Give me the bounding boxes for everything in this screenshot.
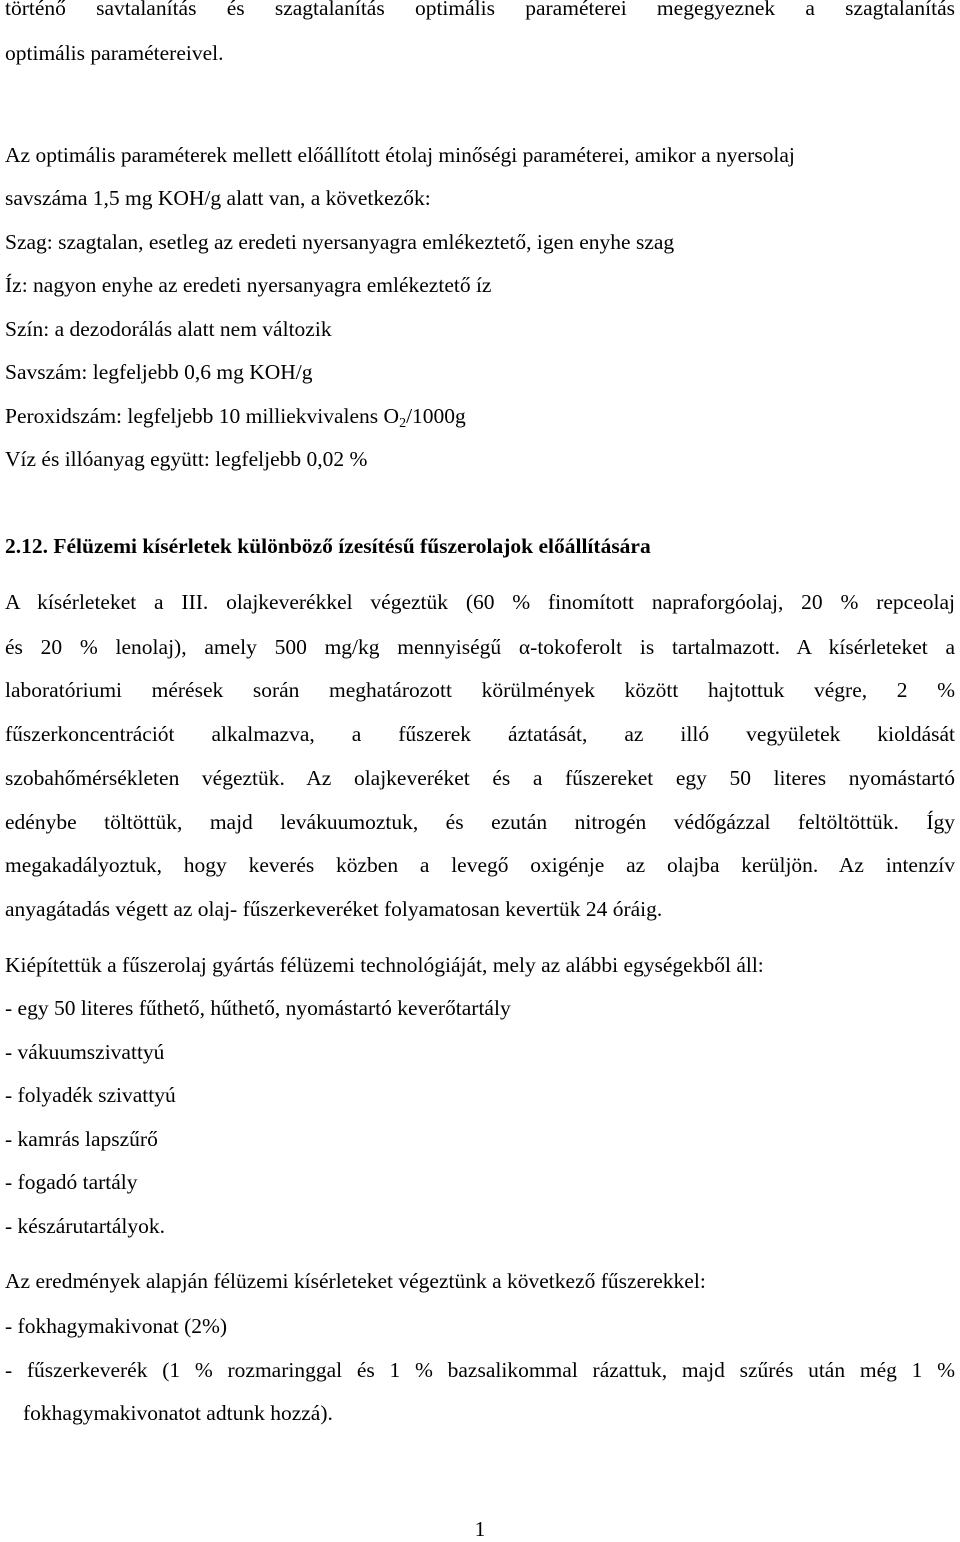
para1-line-4: fűszerkoncentrációt alkalmazva, a fűszerek áztatását, az illó vegyületek kioldását	[5, 722, 955, 746]
equipment-item: - vákuumszivattyú	[5, 1040, 165, 1064]
quality-line-2: savszáma 1,5 mg KOH/g alatt van, a következők:	[5, 186, 431, 210]
results-item-1: - fokhagymakivonat (2%)	[5, 1314, 228, 1338]
results-intro: Az eredmények alapján félüzemi kísérleteket végeztünk a következő fűszerekkel:	[5, 1269, 706, 1293]
results-item-2-line-2: fokhagymakivonatot adtunk hozzá).	[23, 1401, 333, 1425]
para1-line-1: A kísérleteket a III. olajkeverékkel végeztük (60 % finomított napraforgóolaj, 20 % repceolaj	[5, 590, 955, 614]
page-number: 1	[474, 1517, 486, 1541]
quality-color: Szín: a dezodorálás alatt nem változik	[5, 317, 332, 341]
quality-acid-value: Savszám: legfeljebb 0,6 mg KOH/g	[5, 360, 313, 384]
peroxide-subscript: 2	[399, 416, 407, 431]
intro-line-2: optimális paramétereivel.	[5, 41, 224, 65]
quality-line-1: Az optimális paraméterek mellett előállított étolaj minőségi paraméterei, amikor a nyersolaj	[5, 143, 795, 167]
section-heading: 2.12. Félüzemi kísérletek különböző ízesítésű fűszerolajok előállítására	[5, 534, 651, 558]
para1-line-6: edénybe töltöttük, majd levákuumoztuk, és ezután nitrogén védőgázzal feltöltöttük. Így	[5, 810, 955, 834]
results-item-2-line-1: - fűszerkeverék (1 % rozmaringgal és 1 % bazsalikommal rázattuk, majd szűrés után még 1 %	[5, 1358, 955, 1382]
peroxide-unit: /1000g	[406, 404, 466, 428]
quality-smell: Szag: szagtalan, esetleg az eredeti nyersanyagra emlékeztető, igen enyhe szag	[5, 230, 675, 254]
para1-line-5: szobahőmérsékleten végeztük. Az olajkeveréket és a fűszereket egy 50 literes nyomástartó	[5, 766, 955, 790]
para1-line-3: laboratóriumi mérések során meghatározott körülmények között hajtottuk végre, 2 %	[5, 678, 955, 702]
peroxide-text: Peroxidszám: legfeljebb 10 milliekvivalens O	[5, 404, 400, 428]
equipment-item: - fogadó tartály	[5, 1170, 138, 1194]
para1-line-8: anyagátadás végett az olaj- fűszerkeveréket folyamatosan kevertük 24 óráig.	[5, 897, 663, 921]
para1-line-2: és 20 % lenolaj), amely 500 mg/kg mennyiségű α-tokoferolt is tartalmazott. A kísérleteket a	[5, 635, 955, 659]
equipment-item: - folyadék szivattyú	[5, 1083, 176, 1107]
equipment-intro: Kiépítettük a fűszerolaj gyártás félüzemi technológiáját, mely az alábbi egységekből áll:	[5, 953, 764, 977]
quality-peroxide-value	[5, 403, 466, 429]
quality-water: Víz és illóanyag együtt: legfeljebb 0,02 %	[5, 447, 368, 471]
para1-line-7: megakadályoztuk, hogy keverés közben a levegő oxigénje az olajba kerüljön. Az intenzív	[5, 853, 955, 877]
intro-line-1: történő savtalanítás és szagtalanítás optimális paraméterei megegyeznek a szagtalanítás	[5, 0, 955, 20]
equipment-item: - egy 50 literes fűthető, hűthető, nyomástartó keverőtartály	[5, 996, 511, 1020]
quality-taste: Íz: nagyon enyhe az eredeti nyersanyagra emlékeztető íz	[5, 273, 492, 297]
equipment-item: - kamrás lapszűrő	[5, 1127, 158, 1151]
equipment-item: - készárutartályok.	[5, 1214, 165, 1238]
